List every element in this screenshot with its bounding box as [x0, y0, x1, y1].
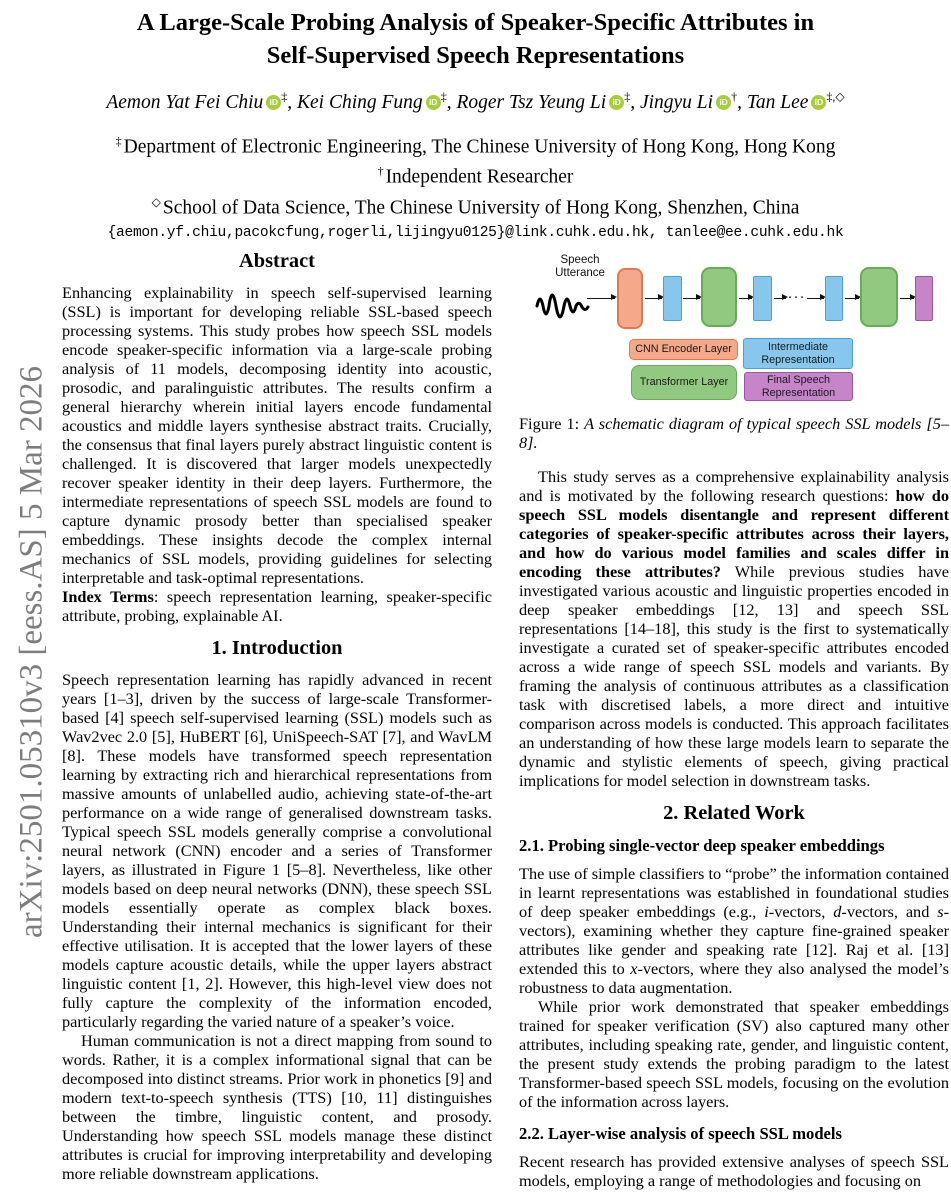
paper-header [0, 6, 951, 241]
author: Jingyu Li iD †, [639, 89, 747, 113]
orcid-icon: iD [716, 95, 731, 110]
author-affiliation-marker: ‡,◇ [826, 89, 845, 103]
figure1-diagram [519, 254, 949, 404]
transformer-layer-block [701, 267, 737, 327]
affiliation-line: † Independent Researcher [377, 164, 574, 188]
ellipsis: ··· [787, 290, 806, 306]
orcid-icon: iD [811, 95, 826, 110]
author: Roger Tsz Yeung Li iD ‡, [456, 89, 640, 113]
author: Kei Ching Fung iD ‡, [297, 89, 457, 113]
flow-arrow [807, 298, 824, 299]
introduction-paragraph-1: Speech representation learning has rapidly advanced in recent years [1–3], driven by the success of large-scale Transformer-based [4] speech self-supervised learning (SSL) models such as Wav2vec 2.0 [5], HuBERT [6], UniSpeech-SAT [7], and WavLM [8]. These models have transformed speech representation learning by extracting rich and hierarchical representations from massive amounts of unlabelled audio, achieving state-of-the-art performance on a wide range of generalised downstream tasks. Typical speech SSL models generally comprise a convolutional neural network (CNN) encoder and a series of Transformer layers, as illustrated in Figure 1 [5–8]. Nevertheless, like other models based on deep neural networks (DNN), these speech SSL models essentially operate as complex black boxes. Understanding their internal mechanics is significant for their effective utilisation. It is accepted that the lower layers of these models capture acoustic details, while the upper layers abstract linguistic content [1, 2]. However, this high-level view does not fully capture the complexity of the information encoded, particularly regarding the varied nature of a speaker’s voice. [62, 670, 492, 1031]
author-separator: , [630, 91, 640, 113]
index-terms-label: Index Terms [62, 587, 154, 606]
affiliations [0, 129, 951, 221]
legend-final-speech-representation: Final Speech Representation [744, 372, 853, 401]
legend-transformer-layer: Transformer Layer [631, 365, 737, 400]
introduction-heading: 1. Introduction [211, 637, 343, 659]
paper-title-line1: A Large-Scale Probing Analysis of Speaker-Specific Attributes in [136, 9, 815, 36]
figure1-caption-label: Figure 1: [519, 414, 580, 433]
flow-arrow [739, 298, 752, 299]
intermediate-representation-block [663, 276, 682, 321]
flow-arrow [845, 298, 859, 299]
author-affiliation-marker: ‡ [440, 89, 447, 103]
affiliation-line: ◇ School of Data Science, The Chinese University of Hong Kong, Shenzhen, China [151, 194, 800, 218]
study-paragraph: This study serves as a comprehensive explainability analysis and is motivated by the following research questions: how do speech SSL models disentangle and represent different categories of speaker-specific attributes across their layers, and how do various model families and scales differ in encoding these attributes? While previous studies have investigated various acoustic and linguistic properties encoded in deep speaker embeddings [12, 13] and speech SSL representations [14–18], this study is the first to systematically investigate a curated set of speaker-specific attributes encoded across a wide range of speech SSL models and variants. By framing the analysis of continuous attributes as a classification task with discretised labels, a more direct and intuitive comparison across models is conducted. This approach facilitates an understanding of how these large models learn to separate the dynamic and stylistic elements of speech, giving practical implications for model selection in downstream tasks. [519, 467, 949, 790]
section-2-1-paragraph-1: The use of simple classifiers to “probe” the information contained in learnt representations was established in foundational studies of deep speaker embeddings (e.g., i-vectors, d-vectors, and s-vectors), examining whether they capture fine-grained speaker attributes like gender and speaking rate [12]. Raj et al. [13] extended this to x-vectors, where they also analysed the model’s robustness to data augmentation. [519, 864, 950, 997]
author: Aemon Yat Fei Chiu iD ‡, [106, 89, 298, 113]
orcid-icon: iD [609, 95, 624, 110]
intermediate-representation-block [753, 276, 772, 321]
author-separator: , [446, 91, 457, 113]
flow-arrow [774, 298, 786, 299]
waveform-icon [535, 280, 591, 328]
arxiv-watermark: arXiv:2501.05310v3 [eess.AS] 5 Mar 2026 [13, 366, 50, 938]
author-affiliation-marker: ‡ [281, 89, 288, 103]
flow-arrow [587, 298, 615, 299]
flow-arrow [900, 298, 914, 299]
left-column [62, 250, 492, 1183]
cnn-encoder-block [617, 268, 643, 329]
author-separator: , [737, 91, 747, 113]
author-separator: , [287, 91, 298, 113]
legend-cnn-encoder-layer: CNN Encoder Layer [629, 339, 738, 360]
introduction-paragraph-2: Human communication is not a direct mapping from sound to words. Rather, it is a complex informational signal that can be decomposed into distinct streams. Prior work in phonetics [9] and modern text-to-speech synthesis (TTS) [10, 11] distinguishes between the timbre, linguistic content, and prosody. Understanding how speech SSL models manage these distinct attributes is crucial for improving interpretability and developing more reliable downstream applications. [62, 1031, 492, 1183]
paper-title-line2: Self-Supervised Speech Representations [266, 42, 685, 69]
right-column [519, 250, 949, 1190]
abstract-heading: Abstract [239, 250, 315, 272]
orcid-icon: iD [426, 95, 441, 110]
author-line [0, 89, 951, 114]
section-2-2-paragraph-1: Recent research has provided extensive analyses of speech SSL models, employing a range of methodologies and focusing on [519, 1152, 949, 1190]
section-2-1-paragraph-2: While prior work demonstrated that speaker embeddings trained for speaker verification (SV) also captured many other attributes, including speaking rate, gender, and linguistic content, the present study extends the probing paradigm to the latest Transformer-based speech SSL models, focusing on the evolution of the information across layers. [519, 997, 949, 1111]
affiliation-line: ‡ Department of Electronic Engineering, The Chinese University of Hong Kong, Hong Kong [115, 133, 836, 157]
flow-arrow [683, 298, 700, 299]
research-questions-bold: how do speech SSL models disentangle and represent different categories of speaker-specific attributes across their layers, and how do various model families and scales differ in encoding these attributes? [519, 486, 949, 581]
flow-arrow [645, 298, 662, 299]
author-affiliation-marker: ‡ [624, 89, 631, 103]
author: Tan Lee iD ‡,◇ [746, 89, 845, 113]
section-2-2-heading: 2.2. Layer-wise analysis of speech SSL models [519, 1124, 842, 1143]
related-work-heading: 2. Related Work [663, 802, 805, 824]
final-representation-block [915, 276, 933, 321]
author-emails: {aemon.yf.chiu,pacokcfung,rogerli,lijingyu0125}@link.cuhk.edu.hk, tanlee@ee.cuhk.edu.hk [107, 225, 844, 241]
orcid-icon: iD [266, 95, 281, 110]
section-2-1-heading: 2.1. Probing single-vector deep speaker embeddings [519, 836, 885, 855]
figure1-caption-text: A schematic diagram of typical speech SSL models [5–8]. [519, 414, 949, 452]
legend-intermediate-representation: Intermediate Representation [743, 338, 853, 369]
intermediate-representation-block [825, 276, 843, 321]
figure1-input-label: Speech Utterance [555, 254, 605, 279]
author-affiliation-marker: † [731, 89, 738, 103]
transformer-layer-block [860, 267, 898, 327]
figure1-caption [519, 414, 949, 452]
abstract-paragraph: Enhancing explainability in speech self-supervised learning (SSL) is important for developing reliable SSL-based speech processing systems. This study probes how speech SSL models encode speaker-specific information via a large-scale probing analysis of 11 models, decomposing identity into acoustic, prosodic, and paralinguistic attributes. The results confirm a general hierarchy wherein initial layers encode fundamental acoustics and middle layers synthesise abstract traits. Crucially, the consensus that final layers purely abstract linguistic content is challenged. It is discovered that larger models unexpectedly recover speaker identity in their deep layers. Furthermore, the intermediate representations of speech SSL models are found to capture dynamic prosody better than specialised speaker embeddings. These insights decode the complex internal mechanics of SSL models, providing guidelines for selecting interpretable and task-optimal representations. [62, 283, 492, 587]
index-terms: Index Terms: speech representation learning, speaker-specific attribute, probing, explainable AI. [62, 587, 492, 625]
paper-title [0, 6, 951, 72]
